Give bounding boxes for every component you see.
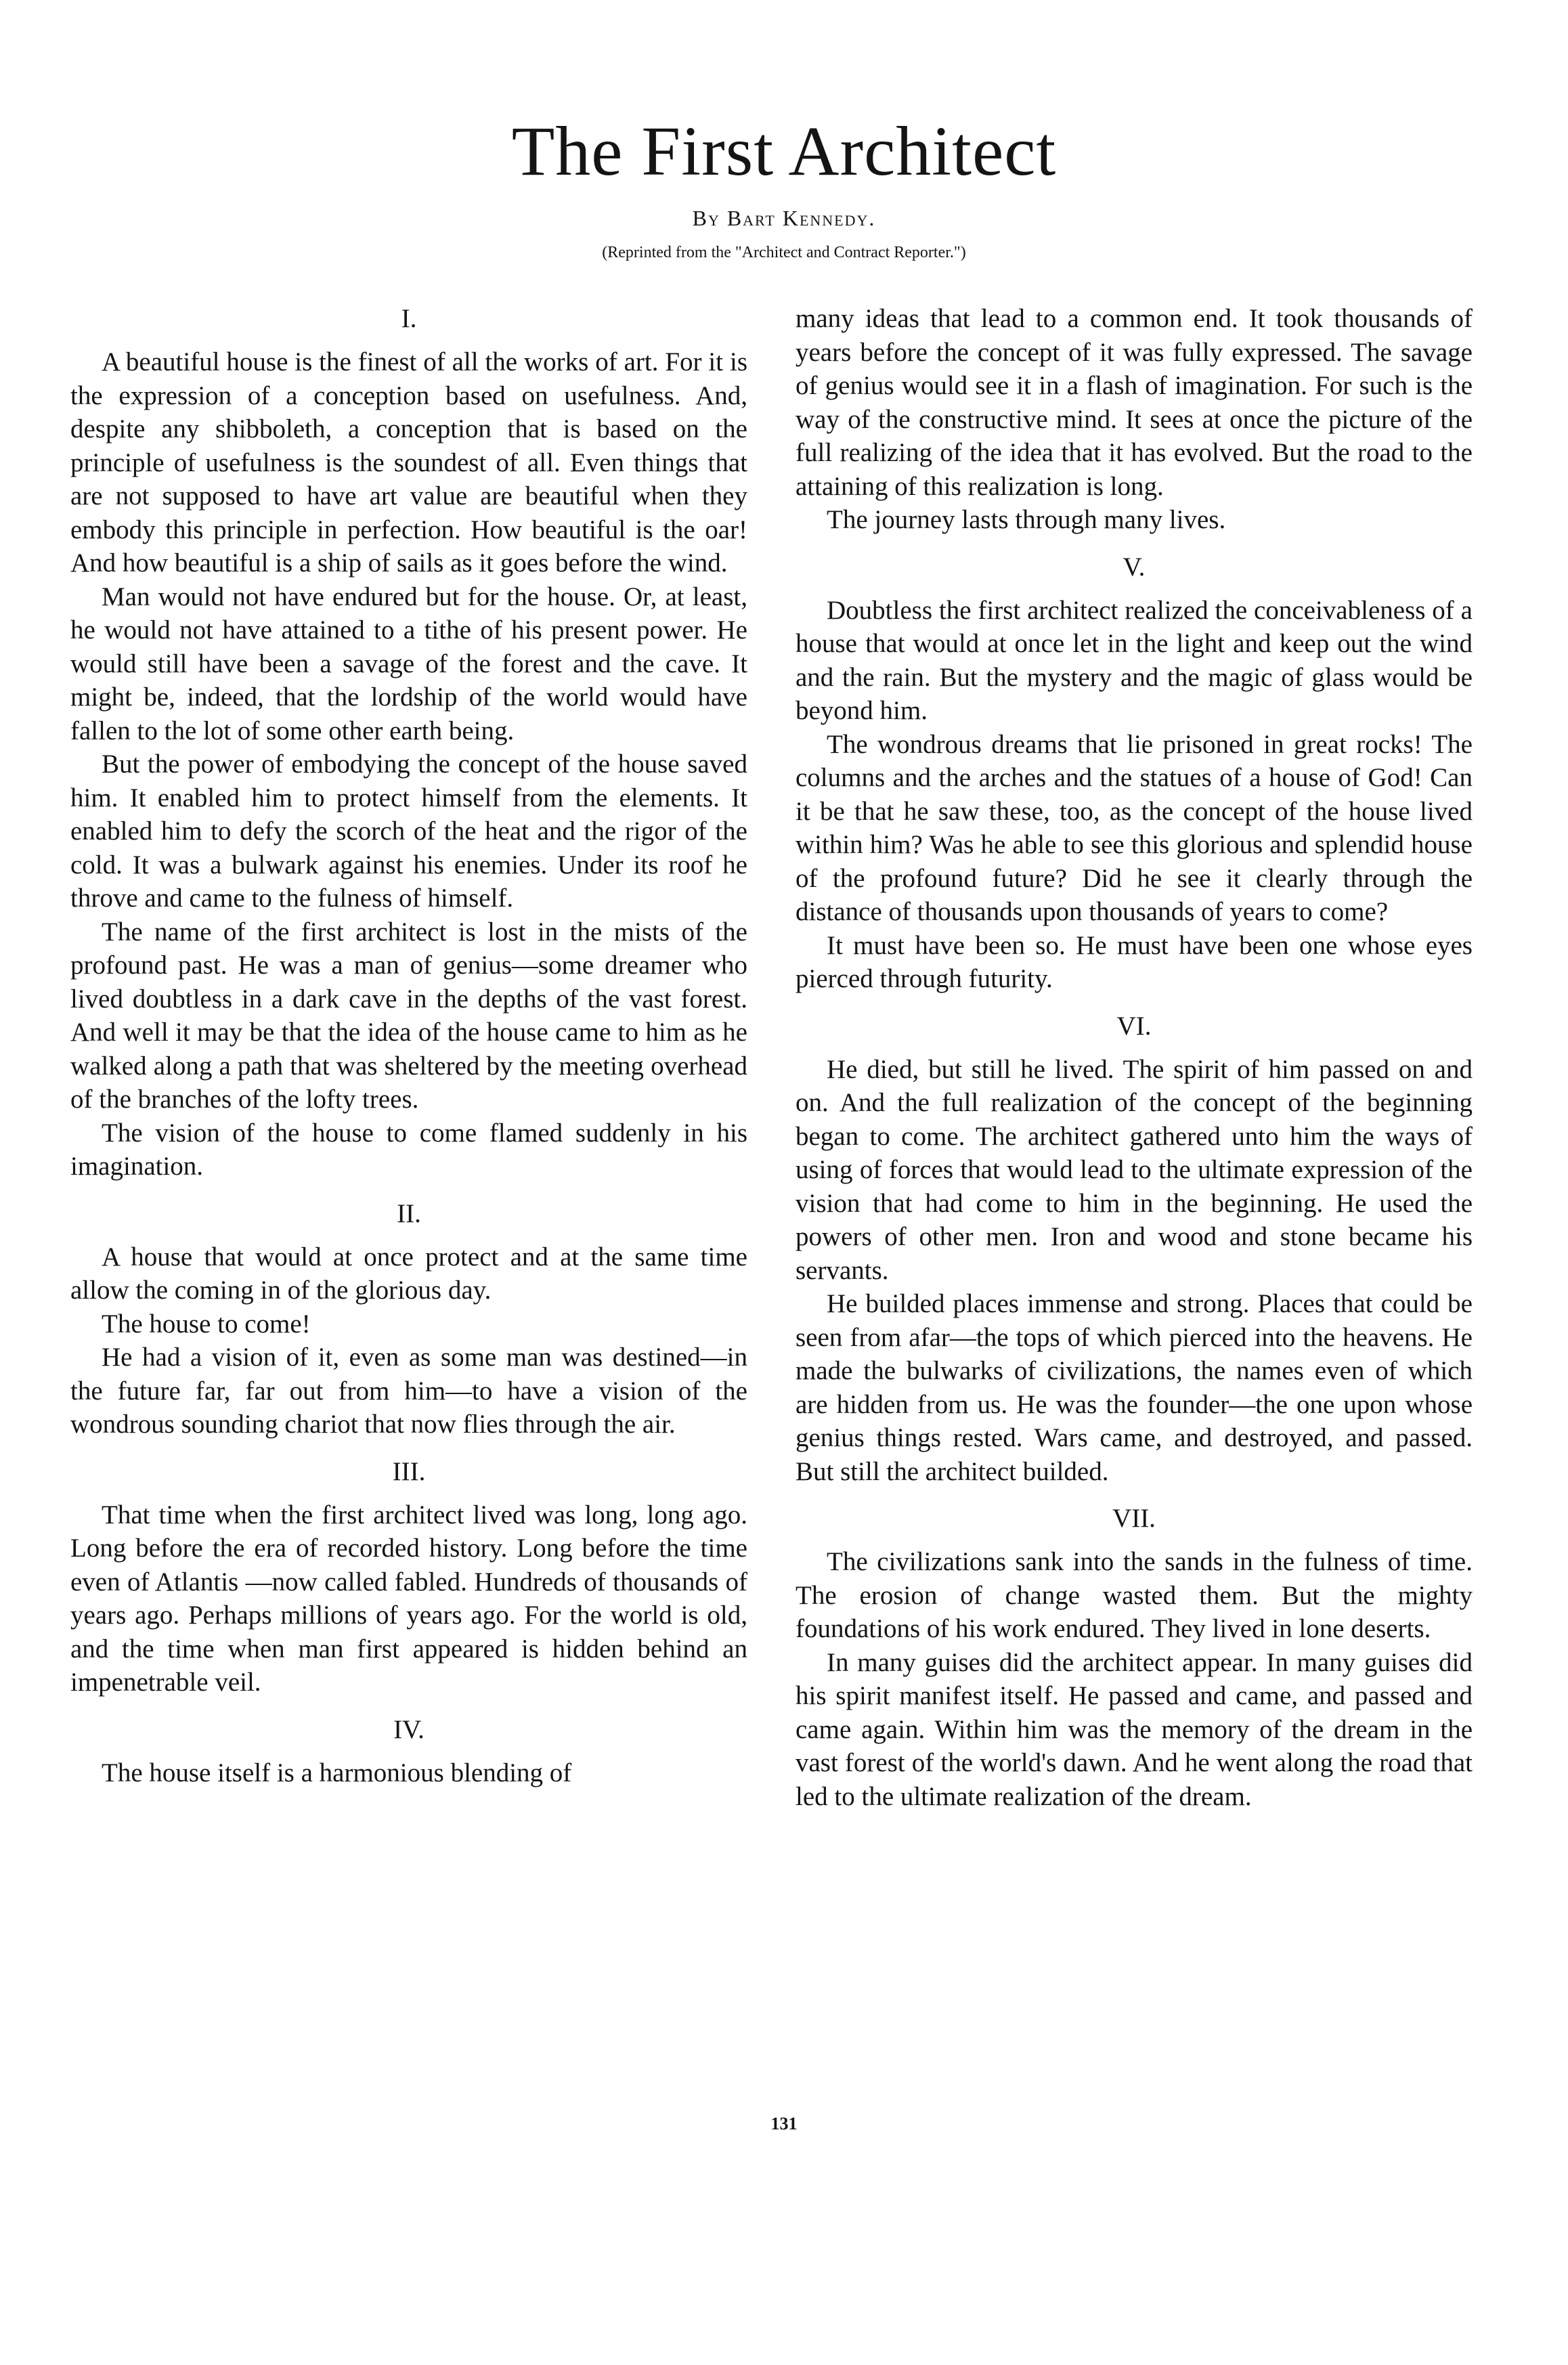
paragraph: He builded places immense and strong. Places that could be seen from afar—the tops of which pierced into the heavens. He made the bulwarks of civilizations, the names even of which are hidden from us. He was the founder—the one upon whose genius things rested. Wars came, and destroyed, and passed. But still the architect builded.	[796, 1289, 1473, 1486]
paragraph: The house to come!	[102, 1309, 311, 1339]
paragraph: The wondrous dreams that lie prisoned in great rocks! The columns and the arches and the statues of a house of God! Can it be that he saw these, too, as the concept of the house lived within him? Was he able to see this glorious and splendid house of the profound future? Did he see it clearly through the distance of thousands upon thousands of years to come?	[796, 729, 1473, 926]
paragraph: A beautiful house is the finest of all the works of art. For it is the expression of a conception based on usefulness. And, despite any shibboleth, a conception that is based on the principle of usefulness is the soundest of all. Even things that are not supposed to have art value are beautiful when they embody this principle in perfection. How beautiful is the oar! And how beautiful is a ship of sails as it goes before the wind.	[70, 347, 747, 578]
section-heading-4: IV.	[393, 1714, 424, 1744]
paragraph: In many guises did the architect appear. In many guises did his spirit manifest itself. He passed and came, and passed and came again. Within him was the memory of the dream in the vast forest of the world's dawn. And he went along the road that led to the ultimate realization of the dream.	[796, 1647, 1473, 1811]
section-heading-7: VII.	[1112, 1504, 1156, 1533]
right-column	[796, 302, 1473, 1813]
paragraph-continued: many ideas that lead to a common end. It took thousands of years before the concept of it was fully expressed. The savage of genius would see it in a flash of imagination. For such is the way of the constructive mind. It sees at once the picture of the full realizing of the idea that it has evolved. But the road to the attaining of this realization is long.	[796, 304, 1473, 501]
paragraph: He had a vision of it, even as some man was destined—in the future far, far out from him—to have a vision of the wondrous sounding chariot that now flies through the air.	[70, 1343, 747, 1439]
paragraph: The name of the first architect is lost in the mists of the profound past. He was a man of genius—some dreamer who lived doubtless in a dark cave in the depths of the vast forest. And well it may be that the idea of the house came to him as he walked along a path that was sheltered by the meeting overhead of the branches of the lofty trees.	[70, 917, 747, 1114]
section-heading-5: V.	[1123, 552, 1146, 582]
paragraph: A house that would at once protect and at the same time allow the coming in of the glorious day.	[70, 1242, 747, 1305]
paragraph: He died, but still he lived. The spirit of him passed on and on. And the full realization of the concept of the beginning began to come. The architect gathered unto him the ways of using of forces that would lead to the ultimate expression of the vision that had come to him in the beginning. He used the powers of other men. Iron and wood and stone became his servants.	[796, 1054, 1473, 1285]
section-heading-1: I.	[401, 304, 417, 333]
paragraph: But the power of embodying the concept of the house saved him. It enabled him to protect himself from the elements. It enabled him to defy the scorch of the heat and the rigor of the cold. It was a bulwark against his enemies. Under its roof he throve and came to the fulness of himself.	[70, 750, 747, 913]
paragraph: The house itself is a harmonious blending of	[102, 1758, 572, 1787]
paragraph: Man would not have endured but for the house. Or, at least, he would not have attained to a tithe of his present power. He would still have been a savage of the forest and the cave. It might be, indeed, that the lordship of the world would have fallen to the lot of some other earth being.	[70, 582, 747, 745]
byline: By Bart Kennedy.	[692, 206, 876, 230]
section-heading-6: VI.	[1116, 1011, 1152, 1041]
section-heading-2: II.	[397, 1198, 421, 1228]
paragraph: Doubtless the first architect realized the conceivableness of a house that would at once let in the light and keep out the wind and the rain. But the mystery and the magic of glass would be beyond him.	[796, 595, 1473, 725]
reprint-note: (Reprinted from the "Architect and Contract Reporter.")	[602, 244, 966, 261]
paragraph: It must have been so. He must have been one whose eyes pierced through futurity.	[796, 930, 1473, 993]
paragraph: The civilizations sank into the sands in the fulness of time. The erosion of change wasted them. But the mighty foundations of his work endured. They lived in lone deserts.	[796, 1547, 1473, 1643]
page-number: 131	[770, 2114, 798, 2133]
left-column	[70, 299, 747, 1789]
section-heading-3: III.	[392, 1456, 426, 1486]
paragraph: The vision of the house to come flamed suddenly in his imagination.	[70, 1118, 747, 1181]
paragraph: The journey lasts through many lives.	[827, 505, 1226, 534]
article-title: The First Architect	[511, 112, 1057, 190]
paragraph: That time when the first architect lived was long, long ago. Long before the era of recorded history. Long before the time even of Atlantis —now called fabled. Hundreds of thousands of years ago. Perhaps millions of years ago. For the world is old, and the time when man first appeared is hidden behind an impenetrable veil.	[70, 1500, 747, 1697]
